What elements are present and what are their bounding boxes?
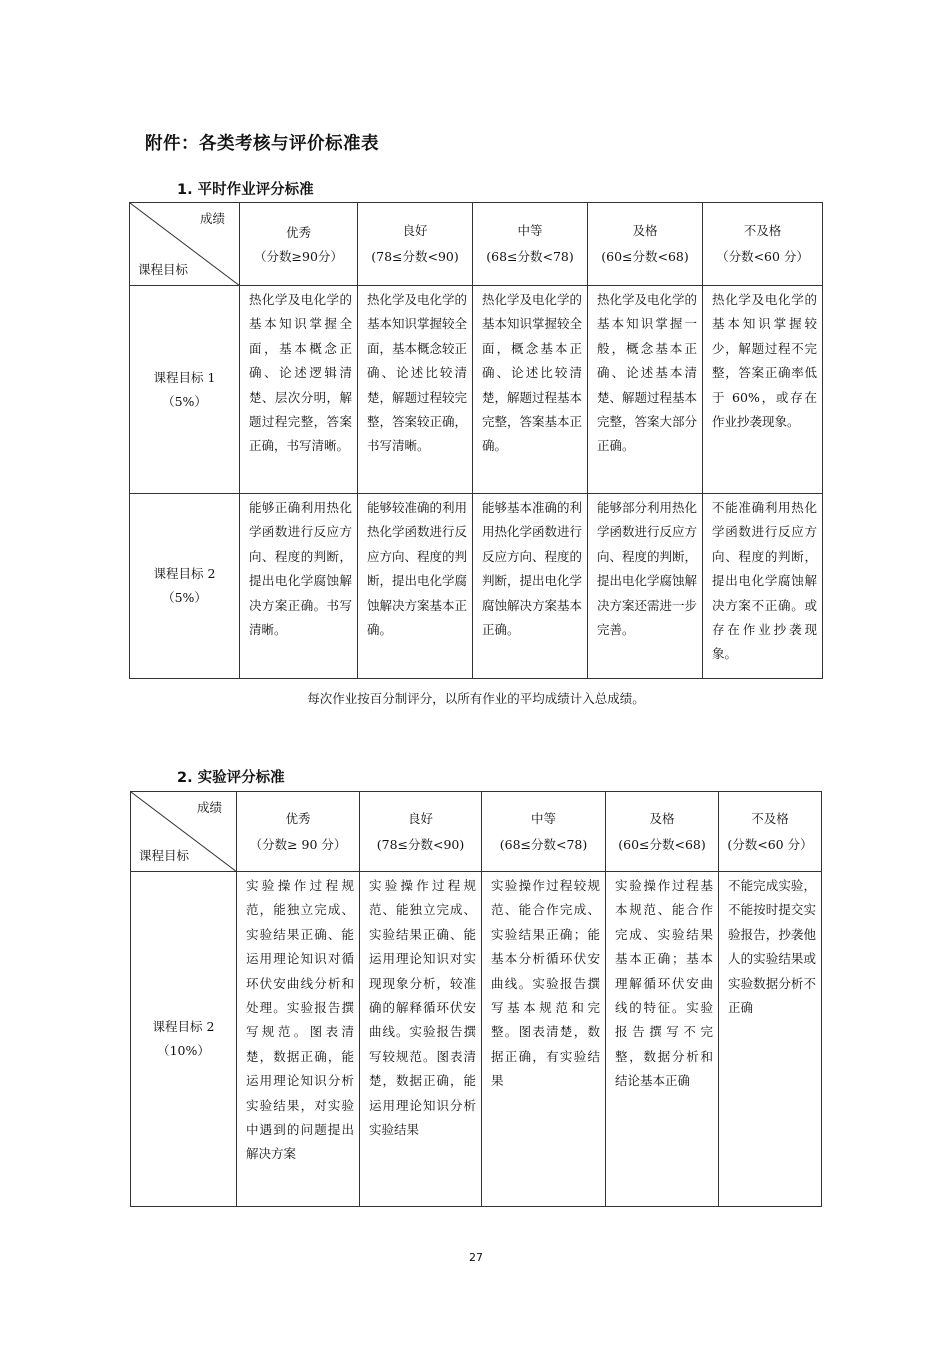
criteria-cell: 实验操作过程规范，能独立完成、实验结果正确、能运用理论知识对循环伏安曲线分析和处理。实验报告撰写规范。图表清楚，数据正确，能运用理论知识分析实验结果，对实验中遇到的问题提出解决方案 <box>237 872 360 1207</box>
grade-label: 成绩 <box>199 211 225 226</box>
objective-cell: 课程目标 2 （10%） <box>131 872 237 1207</box>
table-row <box>131 872 822 1207</box>
level-header-pass: 及格 (60≤分数<68) <box>606 792 719 872</box>
objective-label: 课程目标 <box>139 848 190 863</box>
level-header-medium: 中等 (68≤分数<78) <box>482 792 606 872</box>
table-row <box>130 494 823 679</box>
objective-cell: 课程目标 1 （5%） <box>130 286 240 494</box>
criteria-cell: 实验操作过程较规范、能合作完成、实验结果正确；能基本分析循环伏安曲线。实验报告撰写基本规范和完整。图表清楚，数据正确，有实验结果 <box>482 872 606 1207</box>
table-header-row <box>131 792 822 872</box>
criteria-cell: 能够较准确的利用热化学函数进行反应方向、程度的判断，提出电化学腐蚀解决方案基本正确。 <box>358 494 473 679</box>
criteria-cell: 不能准确利用热化学函数进行反应方向、程度的判断，提出电化学腐蚀解决方案不正确。或存在作业抄袭现象。 <box>703 494 823 679</box>
diagonal-header-cell <box>130 203 240 286</box>
level-header-good: 良好 (78≤分数<90) <box>358 203 473 286</box>
table-row <box>130 286 823 494</box>
homework-grading-table <box>129 202 823 679</box>
level-header-fail: 不及格 （分数<60 分） <box>703 203 823 286</box>
level-header-excellent: 优秀 （分数≥90分） <box>240 203 358 286</box>
level-header-pass: 及格 (60≤分数<68) <box>588 203 703 286</box>
lab-grading-table <box>130 791 822 1207</box>
criteria-cell: 热化学及电化学的基本知识掌握全面，基本概念正确、论述逻辑清楚、层次分明，解题过程完整，答案正确，书写清晰。 <box>240 286 358 494</box>
criteria-cell: 能够正确利用热化学函数进行反应方向、程度的判断，提出电化学腐蚀解决方案正确。书写清晰。 <box>240 494 358 679</box>
criteria-cell: 热化学及电化学的基本知识掌握较全面，概念基本正确、论述比较清楚，解题过程基本完整，答案基本正确。 <box>473 286 588 494</box>
criteria-cell: 不能完成实验，不能按时提交实验报告，抄袭他人的实验结果或实验数据分析不正确 <box>719 872 822 1207</box>
page-number: 27 <box>469 1251 483 1264</box>
criteria-cell: 热化学及电化学的基本知识掌握一般，概念基本正确、论述基本清楚、解题过程基本完整，答案大部分正确。 <box>588 286 703 494</box>
table-header-row <box>130 203 823 286</box>
homework-note: 每次作业按百分制评分，以所有作业的平均成绩计入总成绩。 <box>307 691 645 706</box>
criteria-cell: 实验操作过程基本规范、能合作完成、实验结果基本正确；基本理解循环伏安曲线的特征。实验报告撰写不完整，数据分析和结论基本正确 <box>606 872 719 1207</box>
level-header-excellent: 优秀 （分数≥ 90 分） <box>237 792 360 872</box>
level-header-good: 良好 (78≤分数<90) <box>360 792 482 872</box>
criteria-cell: 能够部分利用热化学函数进行反应方向、程度的判断，提出电化学腐蚀解决方案还需进一步完善。 <box>588 494 703 679</box>
objective-label: 课程目标 <box>138 262 189 277</box>
section-2-title: 2. 实验评分标准 <box>177 770 285 786</box>
criteria-cell: 热化学及电化学的基本知识掌握较全面，基本概念较正确、论述比较清楚，解题过程较完整，答案较正确，书写清晰。 <box>358 286 473 494</box>
section-1-title: 1. 平时作业评分标准 <box>177 182 314 198</box>
level-header-medium: 中等 (68≤分数<78) <box>473 203 588 286</box>
diagonal-header-cell <box>131 792 237 872</box>
page-title: 附件：各类考核与评价标准表 <box>145 134 379 154</box>
criteria-cell: 实验操作过程规范、能独立完成、实验结果正确、能运用理论知识对实现现象分析，较准确的解释循环伏安曲线。实验报告撰写较规范。图表清楚，数据正确，能运用理论知识分析实验结果 <box>360 872 482 1207</box>
level-header-fail: 不及格 (分数<60 分） <box>719 792 822 872</box>
criteria-cell: 能够基本准确的利用热化学函数进行反应方向、程度的判断，提出电化学腐蚀解决方案基本正确。 <box>473 494 588 679</box>
grade-label: 成绩 <box>196 800 222 815</box>
objective-cell: 课程目标 2 （5%） <box>130 494 240 679</box>
criteria-cell: 热化学及电化学的基本知识掌握较少，解题过程不完整，答案正确率低于 60%，或存在作业抄袭现象。 <box>703 286 823 494</box>
